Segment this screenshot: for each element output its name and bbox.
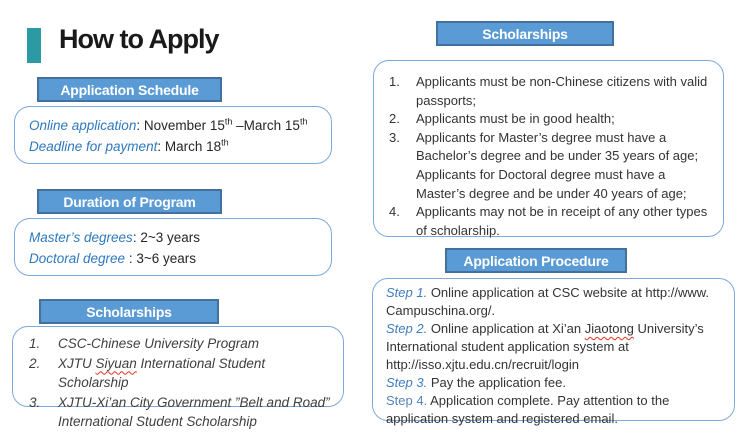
list-number: 4. — [389, 204, 400, 220]
list-number: 1. — [29, 336, 41, 351]
list-text: Applicants for Master’s degree must have a Bachelor’s degree and be under 35 years of age; Applicants for Doctoral degree must have a Master’s degree and be under 40 years of age; — [416, 129, 699, 201]
step-label: Step 3. — [386, 375, 428, 390]
schedule-label-online: Online application — [29, 118, 137, 133]
step-text: Online application at CSC website at http://www. Campuschina.org/. — [386, 285, 710, 318]
list-number: 2. — [29, 355, 41, 371]
scholarships-left-box — [12, 326, 344, 429]
list-item — [374, 203, 723, 240]
title-accent-bar — [27, 28, 41, 63]
list-text-post: International Student Scholarship — [58, 355, 266, 390]
list-item — [374, 110, 723, 129]
scholarships-right-box — [373, 60, 724, 237]
schedule-sup-0a: th — [224, 116, 233, 127]
schedule-date-1a: March 18 — [164, 139, 222, 154]
list-number: 3. — [29, 394, 41, 410]
schedule-sup-1a: th — [221, 137, 229, 148]
schedule-sep-1: : — [157, 139, 165, 154]
scholarships-right-header: Scholarships — [436, 21, 614, 46]
misspelled-word: Jiaotong — [584, 321, 634, 336]
list-text: Applicants must be non-Chinese citizens with valid passports; — [416, 74, 708, 108]
duration-box — [14, 218, 332, 276]
list-text — [58, 393, 335, 432]
duration-value-master: : 2~3 years — [132, 230, 200, 245]
list-number: 1. — [389, 74, 400, 89]
list-number: 3. — [389, 129, 400, 145]
step-text: Application complete. Pay attention to the application system and registered email. — [386, 393, 670, 426]
schedule-line-online — [29, 115, 325, 136]
step-label: Step 2. — [386, 321, 428, 336]
procedure-step-3 — [386, 374, 726, 392]
scholarships-left-header: Scholarships — [39, 299, 219, 324]
page-title: How to Apply — [59, 24, 219, 54]
step-text: Pay the application fee. — [427, 375, 566, 390]
list-text-pre: CSC-Chinese University Program — [58, 336, 260, 351]
step-text-pre: Online application at Xi’an — [427, 321, 585, 336]
list-text-pre: XJTU — [58, 355, 96, 371]
duration-value-doctoral: : 3~6 years — [125, 251, 196, 266]
list-text — [58, 334, 335, 354]
schedule-line-deadline — [29, 136, 325, 157]
duration-label-doctoral: Doctoral degree — [29, 251, 126, 266]
schedule-date-0b: –March 15 — [232, 118, 300, 133]
list-item — [13, 334, 343, 354]
list-item — [374, 129, 723, 203]
duration-line-master — [29, 227, 325, 248]
list-number: 2. — [389, 111, 400, 127]
application-schedule-box — [14, 106, 332, 164]
procedure-step-4 — [386, 392, 726, 428]
step-text-post: University’s International student application system at http://isso.xjtu.edu.cn/recruit/login — [386, 321, 704, 372]
step-label: Step 4. — [386, 393, 428, 408]
procedure-step-1 — [386, 284, 726, 320]
application-procedure-header: Application Procedure — [445, 248, 627, 273]
duration-of-program-header: Duration of Program — [37, 189, 222, 214]
list-text: Applicants may not be in receipt of any other types of scholarship. — [416, 204, 708, 238]
duration-line-doctoral — [29, 248, 325, 269]
schedule-sup-0b: th — [299, 116, 308, 127]
application-procedure-box — [372, 278, 735, 426]
procedure-step-2 — [386, 320, 726, 374]
list-text — [58, 354, 335, 393]
schedule-label-deadline: Deadline for payment — [29, 139, 158, 154]
duration-label-master: Master’s degrees — [29, 230, 133, 245]
list-text: Applicants must be in good health; — [416, 111, 615, 127]
list-item — [374, 73, 723, 110]
misspelled-word: Siyuan — [95, 355, 137, 371]
schedule-date-0a: November 15 — [143, 118, 225, 133]
step-label: Step 1. — [386, 285, 428, 300]
application-schedule-header: Application Schedule — [37, 77, 222, 102]
schedule-sep-0: : — [136, 118, 144, 133]
list-item — [13, 393, 343, 432]
list-item — [13, 354, 343, 393]
list-text-pre: XJTU-Xi’an City Government ”Belt and Road” International Student Scholarship — [58, 394, 330, 429]
